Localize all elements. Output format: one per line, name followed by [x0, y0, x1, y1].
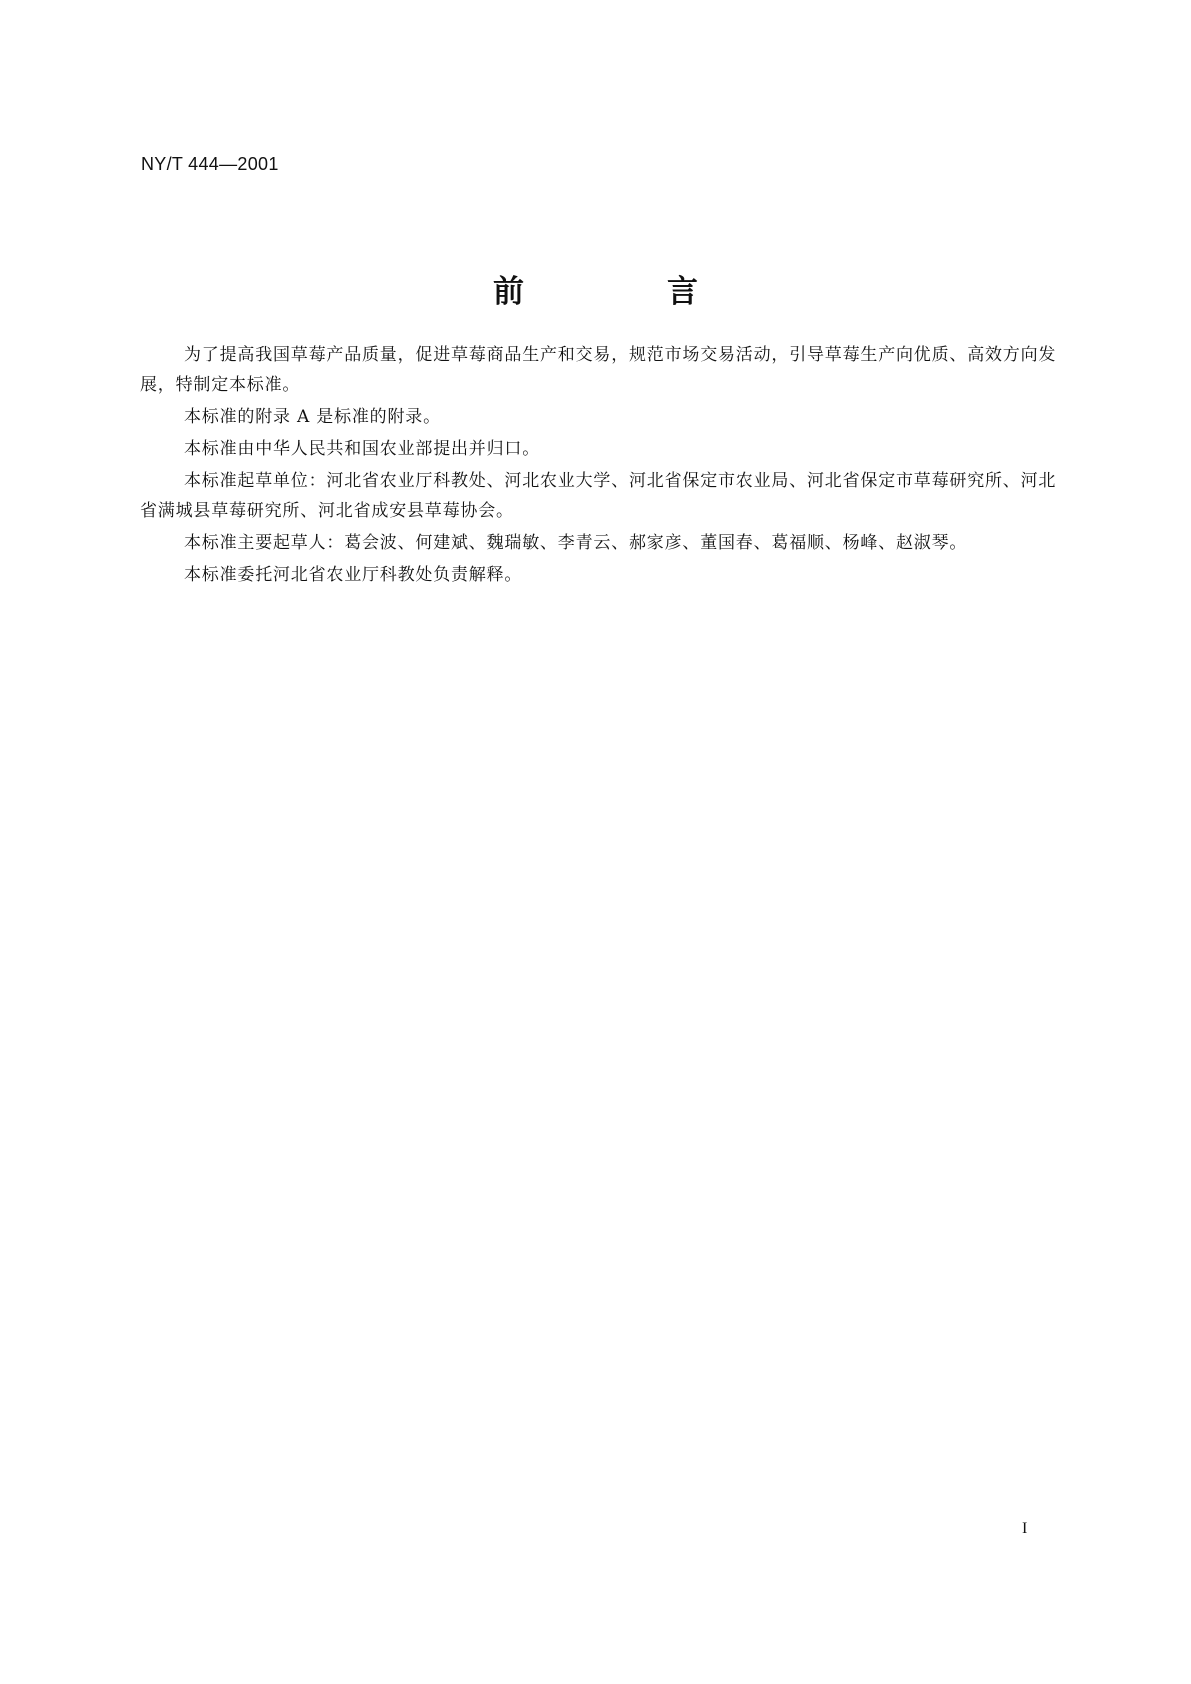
paragraph-drafting-units: 本标准起草单位：河北省农业厅科教处、河北农业大学、河北省保定市农业局、河北省保定市草莓研究所、河北省满城县草莓研究所、河北省成安县草莓协会。: [140, 471, 1057, 521]
page-number: I: [1022, 1520, 1028, 1537]
paragraph-purpose: 为了提高我国草莓产品质量，促进草莓商品生产和交易，规范市场交易活动，引导草莓生产向优质、高效方向发展，特制定本标准。: [140, 345, 1057, 395]
page-title: 前 言: [493, 274, 754, 310]
paragraph-interpretation: 本标准委托河北省农业厅科教处负责解释。: [184, 565, 523, 585]
standard-code: NY/T 444—2001: [141, 154, 279, 174]
paragraph-proposer: 本标准由中华人民共和国农业部提出并归口。: [184, 439, 540, 459]
paragraph-appendix: 本标准的附录 A 是标准的附录。: [184, 407, 441, 427]
paragraph-drafters: 本标准主要起草人：葛会波、何建斌、魏瑞敏、李青云、郝家彦、董国春、葛福顺、杨峰、赵淑琴。: [184, 533, 968, 553]
foreword-body: [140, 340, 1065, 592]
